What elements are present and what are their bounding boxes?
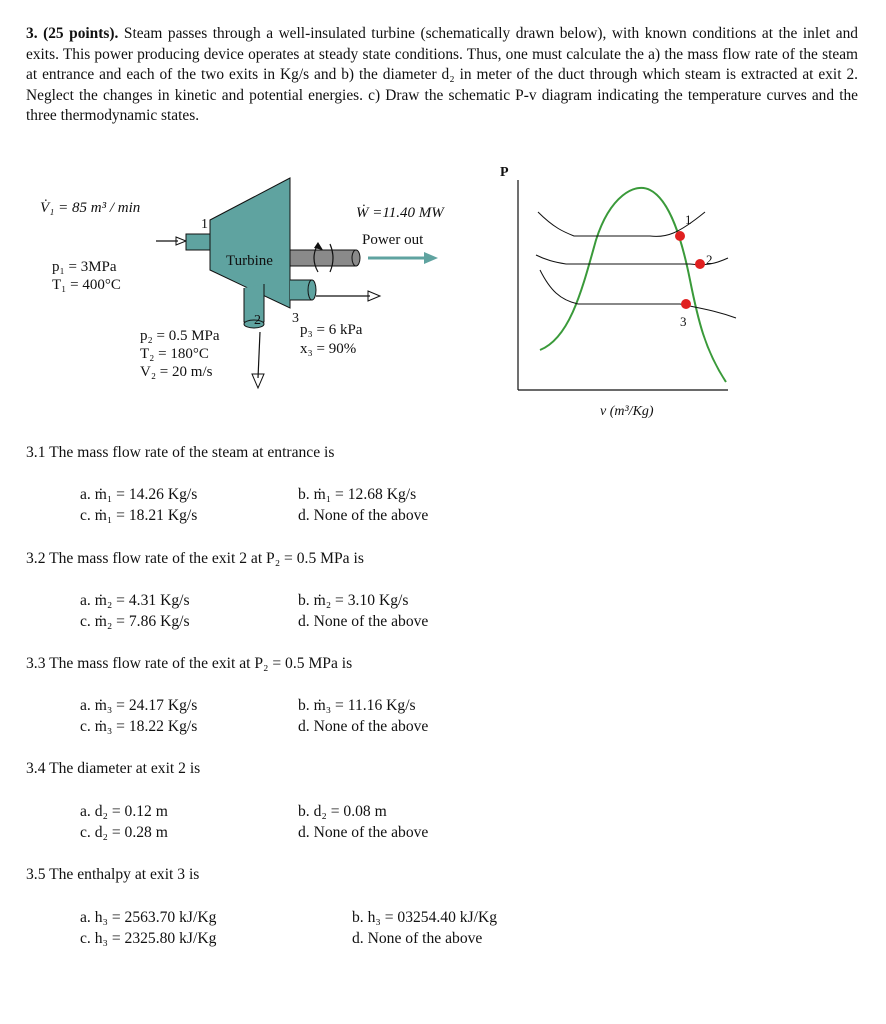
- pv-state-3-label: 3: [680, 314, 687, 329]
- problem-points: (25 points).: [43, 25, 119, 42]
- inlet-flow-label: V̇₁ = 85 m³ / min: [40, 200, 141, 216]
- q3-option-c[interactable]: c. ṁ₃ = 18.22 Kg/s: [80, 718, 198, 735]
- state-2-label: 2: [254, 313, 261, 328]
- question-3-4-title: 3.4 The diameter at exit 2 is: [26, 760, 201, 777]
- pv-y-label: P: [500, 165, 509, 180]
- v2-label: V₂ = 20 m/s: [140, 364, 213, 380]
- state-3-point: [681, 299, 691, 309]
- q3-option-a[interactable]: a. ṁ₃ = 24.17 Kg/s: [80, 697, 198, 714]
- problem-text: Steam passes through a well-insulated turbine (schematically drawn below), with known conditions at the inlet and exits. This power producing device operates at steady state conditions. Thus, one must calculate the a) the mass flow rate of the steam at entrance and each of the two exits in Kg/s and b) the diameter d₂ in meter of the duct through which steam is extracted at exit 2. Neglect the changes in kinetic and potential energies. c) Draw the schematic P-v diagram indicating the temperature curves and the three thermodynamic states.: [26, 25, 858, 125]
- q4-option-d[interactable]: d. None of the above: [298, 824, 429, 841]
- turbine-label: Turbine: [226, 253, 273, 269]
- q1-option-b[interactable]: b. ṁ₁ = 12.68 Kg/s: [298, 486, 417, 503]
- question-3-1-title: 3.1 The mass flow rate of the steam at entrance is: [26, 444, 335, 461]
- inlet-pipe: [186, 234, 212, 250]
- pv-state-1-label: 1: [685, 212, 692, 227]
- q5-option-d[interactable]: d. None of the above: [352, 930, 483, 947]
- pv-state-2-label: 2: [706, 252, 713, 267]
- q2-option-d[interactable]: d. None of the above: [298, 613, 429, 630]
- question-3-2-title: 3.2 The mass flow rate of the exit 2 at P₂ = 0.5 MPa is: [26, 550, 364, 567]
- problem-statement: [26, 24, 858, 127]
- q1-option-d[interactable]: d. None of the above: [298, 507, 429, 524]
- q1-option-c[interactable]: c. ṁ₁ = 18.21 Kg/s: [80, 507, 198, 524]
- isotherm-3: [540, 270, 736, 318]
- p3-label: p₃ = 6 kPa: [300, 322, 363, 338]
- q5-option-a[interactable]: a. h₃ = 2563.70 kJ/Kg: [80, 909, 217, 926]
- x3-label: x₃ = 90%: [300, 341, 357, 357]
- q4-option-c[interactable]: c. d₂ = 0.28 m: [80, 824, 168, 841]
- state-3-label: 3: [292, 311, 299, 326]
- turbine-shaft: [290, 250, 356, 266]
- q5-option-c[interactable]: c. h₃ = 2325.80 kJ/Kg: [80, 930, 217, 947]
- q4-option-b[interactable]: b. d₂ = 0.08 m: [298, 803, 387, 820]
- t2-label: T₂ = 180°C: [140, 346, 209, 362]
- problem-number: 3.: [26, 25, 38, 42]
- state-1-point: [675, 231, 685, 241]
- q3-option-d[interactable]: d. None of the above: [298, 718, 429, 735]
- state-2-point: [695, 259, 705, 269]
- exit2-arrow-line: [258, 332, 260, 378]
- question-3-3-title: 3.3 The mass flow rate of the exit at P₂ = 0.5 MPa is: [26, 655, 353, 672]
- q1-option-a[interactable]: a. ṁ₁ = 14.26 Kg/s: [80, 486, 198, 503]
- p1-label: p₁ = 3MPa: [52, 259, 117, 275]
- work-label: Ẇ =11.40 MW: [356, 205, 444, 221]
- q3-option-b[interactable]: b. ṁ₃ = 11.16 Kg/s: [298, 697, 416, 714]
- q2-option-c[interactable]: c. ṁ₂ = 7.86 Kg/s: [80, 613, 190, 630]
- power-out-label: Power out: [362, 232, 424, 248]
- question-3-5-title: 3.5 The enthalpy at exit 3 is: [26, 866, 200, 883]
- q2-option-a[interactable]: a. ṁ₂ = 4.31 Kg/s: [80, 592, 190, 609]
- q2-option-b[interactable]: b. ṁ₂ = 3.10 Kg/s: [298, 592, 409, 609]
- q5-option-b[interactable]: b. h₃ = 03254.40 kJ/Kg: [352, 909, 498, 926]
- q4-option-a[interactable]: a. d₂ = 0.12 m: [80, 803, 168, 820]
- t1-label: T₁ = 400°C: [52, 277, 121, 293]
- pv-x-label: v (m³/Kg): [600, 404, 654, 419]
- p2-label: p₂ = 0.5 MPa: [140, 328, 220, 344]
- state-1-label: 1: [201, 217, 208, 232]
- pv-diagram: [500, 160, 740, 420]
